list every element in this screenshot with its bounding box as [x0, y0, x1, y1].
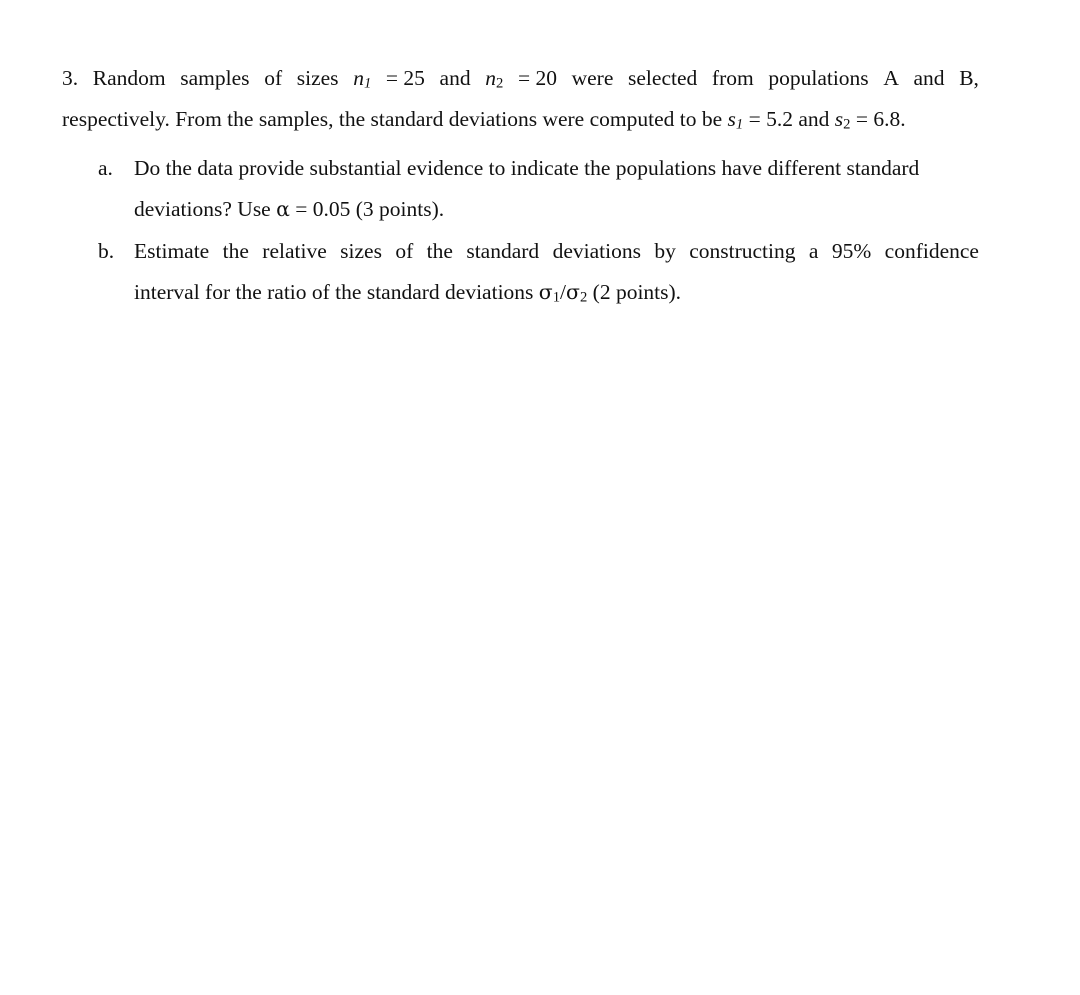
- word: the: [222, 239, 249, 263]
- problem-3: [62, 58, 979, 140]
- sigma2-symbol: σ: [566, 280, 580, 304]
- word: a: [808, 239, 819, 263]
- part-a-line-2-text: deviations? Use: [134, 197, 277, 221]
- word: and: [913, 66, 945, 90]
- word: A: [883, 66, 899, 90]
- word: Estimate: [134, 239, 210, 263]
- s1-subscript: 1: [735, 116, 744, 133]
- part-b-line-1: [134, 231, 979, 272]
- sigma1-symbol: σ: [538, 280, 553, 304]
- n2-value: = 20: [517, 66, 557, 90]
- part-a: [62, 148, 979, 230]
- word: constructing: [689, 239, 796, 263]
- n1-value: = 25: [385, 66, 425, 90]
- part-b: [62, 231, 979, 313]
- word: deviations: [552, 239, 641, 263]
- word: by: [654, 239, 676, 263]
- n1-variable: n: [353, 66, 364, 90]
- part-a-line-2: [134, 189, 979, 230]
- part-b-line-2: [134, 272, 979, 313]
- n2-variable: n: [485, 66, 496, 90]
- word: selected: [628, 66, 698, 90]
- word: sizes: [340, 239, 382, 263]
- part-a-line-2-tail: = 0.05 (3 points).: [289, 197, 445, 221]
- s2-value: = 6.8.: [850, 107, 906, 131]
- problem-parts: [62, 148, 979, 314]
- word: of: [264, 66, 283, 90]
- word: and: [439, 66, 471, 90]
- part-b-line-2-tail: (2 points).: [587, 280, 682, 304]
- problem-line-2: [62, 99, 979, 140]
- word: confidence: [884, 239, 979, 263]
- s2-variable: s: [834, 107, 844, 131]
- sigma1-subscript: 1: [552, 289, 561, 306]
- s1-variable: s: [727, 107, 736, 131]
- word: relative: [262, 239, 327, 263]
- word: from: [711, 66, 754, 90]
- n2-expression: [485, 58, 503, 99]
- word: samples: [180, 66, 250, 90]
- word: populations: [768, 66, 869, 90]
- word: sizes: [296, 66, 339, 90]
- word: of: [395, 239, 414, 263]
- n1-subscript: 1: [363, 75, 372, 92]
- problem-number: 3.: [62, 66, 79, 90]
- part-b-letter: b.: [98, 239, 115, 263]
- problem-line-2-text: respectively. From the samples, the standard deviations were computed to be: [62, 107, 728, 131]
- word: Random: [92, 66, 166, 90]
- part-a-line-1: Do the data provide substantial evidence to indicate the populations have different standard: [134, 156, 920, 180]
- ratio-slash: /: [560, 280, 567, 304]
- problem-line-1: [62, 58, 979, 99]
- part-b-line-2-text: interval for the ratio of the standard deviations: [134, 280, 539, 304]
- word: the: [426, 239, 453, 263]
- s2-subscript: 2: [843, 116, 851, 133]
- word: standard: [466, 239, 540, 263]
- part-a-letter: a.: [98, 156, 113, 180]
- word: were: [571, 66, 614, 90]
- n2-subscript: 2: [495, 75, 504, 92]
- word: B,: [959, 66, 979, 90]
- sigma2-subscript: 2: [579, 289, 588, 306]
- word: 95%: [831, 239, 872, 263]
- alpha-symbol: α: [276, 197, 290, 221]
- s1-value: = 5.2 and: [743, 107, 835, 131]
- n1-expression: [353, 58, 371, 99]
